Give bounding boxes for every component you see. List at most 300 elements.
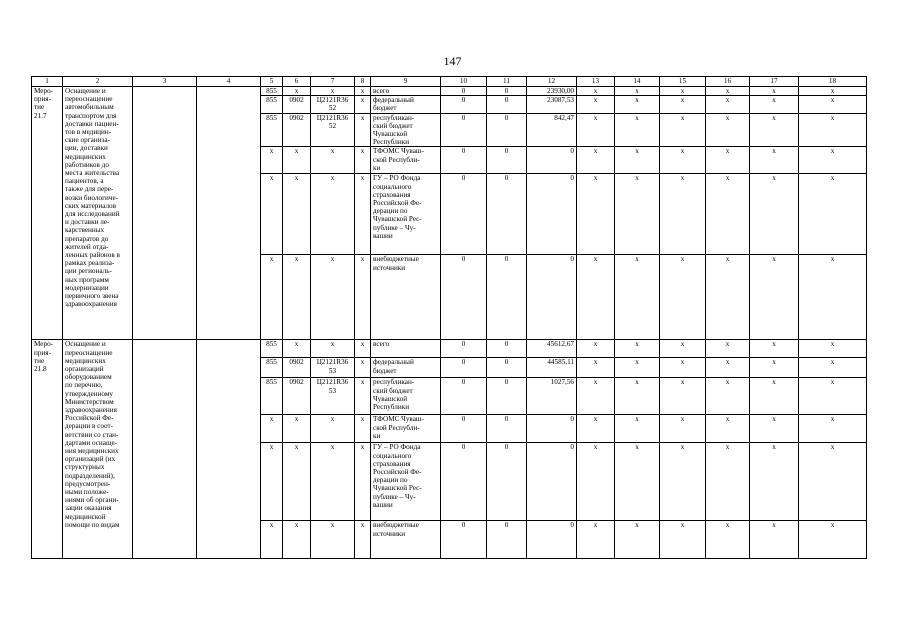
text-line: x	[330, 443, 335, 452]
expense-group-cell: x	[355, 96, 371, 113]
year-cell: 0	[487, 521, 527, 559]
expense-group-cell: x	[355, 378, 371, 415]
text-line: препаратов до	[65, 234, 109, 243]
text-line: ских материалов	[65, 201, 117, 210]
text-line: ский бюджет	[373, 121, 413, 130]
year-cell: x	[660, 255, 706, 340]
year-cell: x	[615, 174, 660, 255]
year-cell: 0	[487, 415, 527, 443]
funding-source-cell	[371, 340, 441, 358]
text-line: Российской Фе-	[373, 199, 422, 208]
text-line: x	[330, 255, 335, 264]
year-cell: x	[615, 340, 660, 358]
text-line: 52	[328, 104, 337, 113]
text-line: тов в медицин-	[65, 128, 112, 137]
text-line: Меро-	[34, 340, 54, 349]
text-line: бюджет	[373, 104, 397, 113]
year-cell: x	[799, 378, 867, 415]
section-cell: x	[283, 415, 311, 443]
header-cell: 14	[615, 77, 660, 87]
expense-group-cell: x	[355, 521, 371, 559]
year-cell: x	[615, 358, 660, 378]
target-article-cell	[311, 147, 355, 174]
text-line: ции региональ-	[65, 267, 112, 276]
header-cell: 17	[750, 77, 799, 87]
year-cell: x	[750, 87, 799, 96]
year-cell: 0	[441, 358, 487, 378]
grbs-cell: x	[261, 174, 283, 255]
year-cell: x	[799, 113, 867, 147]
year-cell: x	[750, 378, 799, 415]
text-line: x	[330, 340, 335, 349]
year-cell: 0	[487, 87, 527, 96]
funding-source-cell	[371, 378, 441, 415]
year-cell: x	[799, 521, 867, 559]
section-cell: x	[283, 521, 311, 559]
text-line: работников до	[65, 160, 109, 169]
year-cell: x	[577, 147, 615, 174]
header-cell: 5	[261, 77, 283, 87]
text-line: прия-	[34, 348, 51, 357]
text-line: всего	[373, 87, 390, 95]
text-line: ции, доставки	[65, 144, 108, 153]
text-line: переоснащение	[65, 95, 113, 104]
year-cell: x	[706, 378, 750, 415]
text-line: республикан-	[373, 378, 415, 387]
year-cell: x	[660, 340, 706, 358]
text-line: ветствии со стан-	[65, 430, 119, 439]
year-cell: x	[706, 415, 750, 443]
text-line: ленных районов в	[65, 251, 120, 260]
text-line: дерации по	[373, 207, 408, 216]
program-cell	[197, 87, 261, 340]
grbs-cell: x	[261, 255, 283, 340]
header-cell: 2	[63, 77, 133, 87]
text-line: внебюджетные	[373, 255, 419, 264]
target-article-cell	[311, 96, 355, 113]
expense-group-cell: x	[355, 415, 371, 443]
header-cell: 16	[706, 77, 750, 87]
year-cell: 0	[441, 415, 487, 443]
header-cell: 1	[32, 77, 63, 87]
text-line: Оснащение и	[65, 340, 106, 349]
text-line: организаций (их	[65, 455, 116, 464]
year-cell: x	[750, 443, 799, 521]
year-cell: x	[750, 174, 799, 255]
text-line: зации оказания	[65, 504, 112, 513]
year-cell: x	[706, 113, 750, 147]
section-cell: x	[283, 340, 311, 358]
year-cell: x	[615, 113, 660, 147]
text-line: страхования	[373, 459, 411, 468]
text-line: источники	[373, 529, 406, 538]
year-cell: 0	[487, 443, 527, 521]
year-cell: x	[660, 96, 706, 113]
text-line: ГУ – РО Фонда	[373, 174, 421, 183]
year-cell: x	[615, 415, 660, 443]
grbs-cell: x	[261, 415, 283, 443]
text-line: и доставки ле-	[65, 218, 110, 227]
expense-group-cell: x	[355, 147, 371, 174]
text-line: здравоохранения	[65, 406, 117, 415]
table-row	[32, 87, 867, 96]
year-cell: x	[750, 147, 799, 174]
text-line: x	[330, 415, 335, 424]
text-line: места жительства	[65, 169, 120, 178]
year-cell: x	[799, 358, 867, 378]
amount-cell: 0	[527, 255, 577, 340]
year-cell: 0	[487, 96, 527, 113]
grbs-cell: 855	[261, 358, 283, 378]
year-cell: x	[615, 147, 660, 174]
text-line: утвержденному	[65, 389, 113, 398]
table-row	[32, 340, 867, 358]
text-line: Чувашской Рес-	[373, 484, 422, 493]
year-cell: 0	[441, 147, 487, 174]
year-cell: x	[660, 358, 706, 378]
text-line: ТФОМС Чуваш-	[373, 415, 424, 424]
text-line: Ц2121R36	[316, 113, 349, 122]
amount-cell: 1027,56	[527, 378, 577, 415]
text-line: предусмотрен-	[65, 479, 111, 488]
text-line: Оснащение и	[65, 87, 106, 95]
funding-source-cell	[371, 521, 441, 559]
text-line: тие	[34, 103, 45, 112]
section-cell: x	[283, 147, 311, 174]
text-line: структурных	[65, 463, 105, 472]
year-cell: x	[615, 443, 660, 521]
text-line: ными положе-	[65, 488, 109, 497]
text-line: жителей отда-	[65, 242, 109, 251]
funding-source-cell	[371, 443, 441, 521]
text-line: транспортом для	[65, 111, 117, 120]
section-cell: x	[283, 87, 311, 96]
expense-group-cell: x	[355, 340, 371, 358]
year-cell: x	[577, 87, 615, 96]
text-line: здравоохранения	[65, 300, 117, 309]
grbs-cell: 855	[261, 113, 283, 147]
section-cell: 0902	[283, 378, 311, 415]
target-article-cell	[311, 255, 355, 340]
grbs-cell: x	[261, 443, 283, 521]
amount-cell: 0	[527, 174, 577, 255]
year-cell: x	[750, 96, 799, 113]
text-line: федеральный	[373, 358, 414, 367]
target-article-cell	[311, 340, 355, 358]
target-article-cell	[311, 174, 355, 255]
year-cell: 0	[487, 255, 527, 340]
amount-cell: 0	[527, 415, 577, 443]
text-line: Чувашской	[373, 394, 408, 403]
header-cell: 18	[799, 77, 867, 87]
year-cell: x	[660, 87, 706, 96]
header-cell: 3	[133, 77, 197, 87]
text-line: Ц2121R36	[316, 96, 349, 105]
text-line: ния медицинских	[65, 447, 119, 456]
year-cell: x	[799, 96, 867, 113]
text-line: x	[330, 87, 335, 95]
funding-source-cell	[371, 113, 441, 147]
text-line: x	[330, 174, 335, 183]
text-line: 21.7	[34, 111, 47, 120]
text-line: вашии	[373, 500, 393, 509]
year-cell: x	[660, 415, 706, 443]
year-cell: x	[706, 443, 750, 521]
year-cell: x	[750, 521, 799, 559]
text-line: дерации в соот-	[65, 422, 113, 431]
year-cell: 0	[441, 255, 487, 340]
section-cell: 0902	[283, 113, 311, 147]
year-cell: x	[706, 340, 750, 358]
text-line: 53	[328, 386, 337, 395]
year-cell: x	[706, 87, 750, 96]
text-line: модернизации	[65, 283, 109, 292]
header-cell: 4	[197, 77, 261, 87]
funding-source-cell	[371, 358, 441, 378]
year-cell: x	[615, 87, 660, 96]
year-cell: x	[577, 358, 615, 378]
year-cell: 0	[441, 174, 487, 255]
year-cell: 0	[441, 521, 487, 559]
text-line: социального	[373, 182, 412, 191]
year-cell: x	[799, 87, 867, 96]
target-article-cell	[311, 358, 355, 378]
year-cell: x	[706, 255, 750, 340]
amount-cell: 45612,67	[527, 340, 577, 358]
text-line: Российской Фе-	[373, 468, 422, 477]
text-line: рамках реализа-	[65, 259, 115, 268]
amount-cell: 0	[527, 443, 577, 521]
text-line: республикан-	[373, 113, 415, 122]
text-line: первичного звена	[65, 292, 119, 301]
section-cell: 0902	[283, 96, 311, 113]
expense-group-cell: x	[355, 255, 371, 340]
text-line: страхования	[373, 190, 411, 199]
expense-group-cell: x	[355, 443, 371, 521]
year-cell: x	[577, 415, 615, 443]
section-cell: 0902	[283, 358, 311, 378]
year-cell: 0	[487, 174, 527, 255]
target-article-cell	[311, 113, 355, 147]
text-line: возки биологиче-	[65, 193, 119, 202]
text-line: ской Республи-	[373, 423, 420, 432]
text-line: ниями об органи-	[65, 496, 119, 505]
year-cell: x	[615, 521, 660, 559]
text-line: ский бюджет	[373, 386, 413, 395]
year-cell: 0	[487, 378, 527, 415]
header-cell: 13	[577, 77, 615, 87]
measure-description	[63, 87, 133, 340]
text-line: организаций	[65, 365, 104, 374]
text-line: тие	[34, 356, 45, 365]
year-cell: x	[750, 340, 799, 358]
executor-cell	[133, 340, 197, 559]
year-cell: 0	[441, 113, 487, 147]
program-table	[31, 76, 867, 559]
expense-group-cell: x	[355, 358, 371, 378]
header-cell: 9	[371, 77, 441, 87]
header-cell: 15	[660, 77, 706, 87]
text-line: ТФОМС Чуваш-	[373, 147, 424, 156]
section-cell: x	[283, 255, 311, 340]
year-cell: 0	[487, 113, 527, 147]
expense-group-cell: x	[355, 87, 371, 96]
header-cell: 8	[355, 77, 371, 87]
year-cell: x	[706, 174, 750, 255]
year-cell: x	[799, 415, 867, 443]
text-line: ской Республи-	[373, 155, 420, 164]
year-cell: x	[706, 147, 750, 174]
text-line: пациентов, а	[65, 177, 104, 186]
text-line: доставки пациен-	[65, 119, 119, 128]
header-cell: 7	[311, 77, 355, 87]
year-cell: x	[577, 96, 615, 113]
text-line: Меро-	[34, 87, 54, 95]
target-article-cell	[311, 443, 355, 521]
section-cell: x	[283, 174, 311, 255]
year-cell: x	[577, 340, 615, 358]
year-cell: x	[799, 147, 867, 174]
target-article-cell	[311, 521, 355, 559]
expense-group-cell: x	[355, 113, 371, 147]
year-cell: x	[577, 255, 615, 340]
grbs-cell: x	[261, 521, 283, 559]
funding-source-cell	[371, 87, 441, 96]
text-line: переоснащение	[65, 348, 113, 357]
text-line: дерации по	[373, 476, 408, 485]
year-cell: 0	[487, 340, 527, 358]
text-line: бюджет	[373, 366, 397, 375]
text-line: оборудованием	[65, 373, 112, 382]
year-cell: 0	[487, 358, 527, 378]
text-line: вашии	[373, 231, 393, 240]
year-cell: x	[615, 378, 660, 415]
text-line: ки	[373, 431, 381, 440]
text-line: для исследований	[65, 210, 120, 219]
year-cell: x	[799, 255, 867, 340]
text-line: Республики	[373, 403, 410, 412]
text-line: 52	[328, 121, 337, 130]
year-cell: x	[706, 521, 750, 559]
year-cell: 0	[441, 96, 487, 113]
grbs-cell: 855	[261, 96, 283, 113]
year-cell: x	[577, 378, 615, 415]
year-cell: x	[660, 521, 706, 559]
program-cell	[197, 340, 261, 559]
text-line: публике – Чу-	[373, 223, 416, 232]
text-line: Чувашской	[373, 130, 408, 139]
text-line: по перечню,	[65, 381, 103, 390]
header-cell: 11	[487, 77, 527, 87]
year-cell: x	[799, 174, 867, 255]
year-cell: x	[799, 340, 867, 358]
target-article-cell	[311, 378, 355, 415]
year-cell: x	[577, 113, 615, 147]
page-number: 147	[443, 54, 462, 68]
text-line: Ц2121R36	[316, 378, 349, 387]
measure-label	[32, 340, 63, 559]
section-cell: x	[283, 443, 311, 521]
text-line: автомобильным	[65, 103, 114, 112]
year-cell: x	[660, 147, 706, 174]
header-cell: 12	[527, 77, 577, 87]
year-cell: 0	[487, 147, 527, 174]
executor-cell	[133, 87, 197, 340]
year-cell: x	[577, 521, 615, 559]
text-line: ки	[373, 163, 381, 172]
measure-label	[32, 87, 63, 340]
text-line: дартами оснаще-	[65, 438, 118, 447]
text-line: также для пере-	[65, 185, 114, 194]
year-cell: x	[660, 378, 706, 415]
text-line: подразделений),	[65, 471, 115, 480]
funding-source-cell	[371, 255, 441, 340]
text-line: всего	[373, 340, 390, 349]
funding-source-cell	[371, 147, 441, 174]
target-article-cell	[311, 87, 355, 96]
year-cell: x	[615, 255, 660, 340]
year-cell: 0	[441, 443, 487, 521]
year-cell: x	[615, 96, 660, 113]
text-line: Ц2121R36	[316, 358, 349, 367]
year-cell: x	[706, 96, 750, 113]
year-cell: x	[750, 358, 799, 378]
text-line: медицинских	[65, 356, 106, 365]
text-line: прия-	[34, 95, 51, 104]
year-cell: x	[660, 113, 706, 147]
text-line: Республики	[373, 138, 410, 147]
year-cell: 0	[441, 87, 487, 96]
grbs-cell: x	[261, 147, 283, 174]
target-article-cell	[311, 415, 355, 443]
year-cell: x	[750, 113, 799, 147]
year-cell: x	[660, 443, 706, 521]
amount-cell: 0	[527, 147, 577, 174]
amount-cell: 23930,00	[527, 87, 577, 96]
text-line: ГУ – РО Фонда	[373, 443, 421, 452]
year-cell: 0	[441, 378, 487, 415]
measure-description	[63, 340, 133, 559]
year-cell: x	[660, 174, 706, 255]
funding-source-cell	[371, 415, 441, 443]
amount-cell: 0	[527, 521, 577, 559]
amount-cell: 842,47	[527, 113, 577, 147]
header-row	[32, 77, 867, 87]
text-line: 21.8	[34, 365, 47, 374]
text-line: социального	[373, 451, 412, 460]
text-line: карственных	[65, 226, 105, 235]
text-line: медицинских	[65, 152, 106, 161]
header-cell: 10	[441, 77, 487, 87]
year-cell: 0	[441, 340, 487, 358]
text-line: Чувашской Рес-	[373, 215, 422, 224]
expense-group-cell: x	[355, 174, 371, 255]
text-line: x	[330, 521, 335, 530]
text-line: x	[330, 147, 335, 156]
grbs-cell: 855	[261, 87, 283, 96]
header-cell: 6	[283, 77, 311, 87]
year-cell: x	[750, 255, 799, 340]
text-line: Российской Фе-	[65, 414, 114, 423]
funding-source-cell	[371, 96, 441, 113]
text-line: источники	[373, 263, 406, 272]
text-line: Министерством	[65, 397, 114, 406]
text-line: внебюджетные	[373, 521, 419, 530]
year-cell: x	[577, 174, 615, 255]
amount-cell: 23087,53	[527, 96, 577, 113]
text-line: публике – Чу-	[373, 492, 416, 501]
funding-source-cell	[371, 174, 441, 255]
